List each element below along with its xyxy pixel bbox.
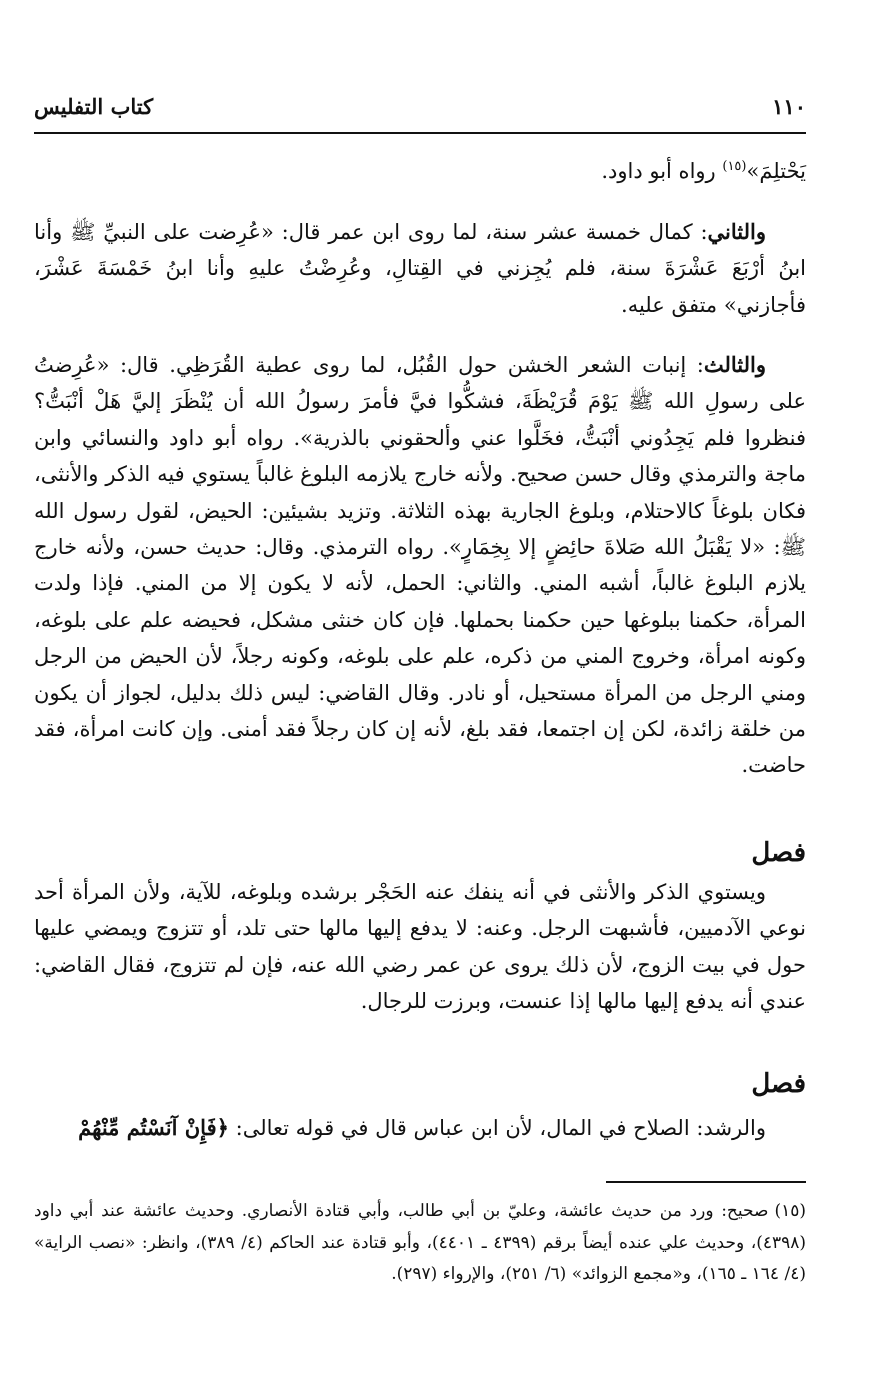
quran-quote: ﴿فَإِنْ آنَسْتُم مِّنْهُمْ	[78, 1115, 229, 1140]
footnote-divider	[606, 1181, 806, 1183]
intro-word: يَحْتلِمَ»	[746, 159, 806, 183]
section-heading-1: فصل	[751, 838, 806, 868]
header-divider	[34, 132, 806, 134]
third-label: والثالث	[703, 352, 766, 377]
section-2-text: والرشد: الصلاح في المال، لأن ابن عباس قال في قوله تعالى:	[228, 1116, 766, 1140]
page-header	[34, 92, 806, 128]
intro-rest: رواه أبو داود.	[601, 159, 723, 183]
page-number: ١١٠	[772, 94, 806, 119]
footnote-ref: (١٥)	[722, 159, 747, 174]
second-label: والثاني	[707, 219, 766, 244]
third-text: : إنبات الشعر الخشن حول القُبُل، لما روى عطية القُرَظِي. قال: «عُرِضتُ على رسولِ الله ﷺ يَوْمَ قُرَيْظَةَ، فشكُّوا فيَّ فأمرَ رسولُ الله أن يُنْظَرَ إليَّ هَلْ أنْبَتُّ؟ فنظروا فلم يَجِدُوني أنْبَتُّ، فخَلَّوا عني وألحقوني بالذرية». رواه أبو داود والنسائي وابن ماجة والترمذي وقال حسن صحيح. ولأنه خارج يلازمه البلوغ غالباً يستوي فيه الذكر والأنثى، فكان بلوغاً كالاحتلام، وبلوغ الجارية بهذه الثلاثة. وتزيد بشيئين: الحيض، لقول رسول الله ﷺ: «لا يَقْبَلُ الله صَلاةَ حائِضٍ إلا بِخِمَارٍ». رواه الترمذي. وقال: حديث حسن، ولأنه خارج يلازم البلوغ غالباً، أشبه المني. والثاني: الحمل، لأنه لا يكون إلا من المني. فإذا ولدت المرأة، حكمنا ببلوغها حين حكمنا بحملها. فإن كان خنثى مشكل، فحيضه علم على بلوغه، وكونه امرأة، وخروج المني من ذكره، علم على بلوغه، وكونه رجلاً، لأن الحيض من الرجل ومني الرجل من المرأة مستحيل، أو نادر. وقال القاضي: ليس ذلك بدليل، لجواز أن يكون من خلقة زائدة، لكن إن اجتمعا، فقد بلغ، لأنه إن كان رجلاً فقد أمنى. وإن كانت امرأة، فقد حاضت.	[34, 353, 806, 778]
section-1-body	[34, 874, 806, 1020]
footnote-number: (١٥)	[774, 1201, 806, 1221]
section-heading-2: فصل	[751, 1069, 806, 1099]
intro-line	[34, 149, 806, 189]
paragraph-third	[34, 347, 806, 784]
second-text: : كمال خمسة عشر سنة، لما روى ابن عمر قال: «عُرِضت على النبيِّ ﷺ وأنا ابنُ أرْبَعَ عَشْرَةَ سنة، فلم يُجِزني في القِتالِ، وعُرِضْتُ عليهِ وأنا ابنُ خَمْسَةَ عَشْرَ، فأجازني» متفق عليه.	[34, 220, 806, 317]
footnote	[34, 1196, 806, 1291]
section-2-body	[34, 1110, 806, 1146]
footnote-text: صحيح: ورد من حديث عائشة، وعليّ بن أبي طالب، وأبي قتادة الأنصاري. وحديث عائشة عند أبي داود (٤٣٩٨)، وحديث علي عنده أيضاً برقم (٤٣٩٩ ـ ٤٤٠١)، وأبو قتادة عند الحاكم (٤/ ٣٨٩)، وانظر: «نصب الراية» (٤/ ١٦٤ ـ ١٦٥)، و«مجمع الزوائد» (٦/ ٢٥١)، والإرواء (٢٩٧).	[34, 1201, 806, 1284]
section-1-text: ويستوي الذكر والأنثى في أنه ينفك عنه الحَجْر برشده وبلوغه، للآية، ولأن المرأة أحد نوعي الآدميين، فأشبهت الرجل. وعنه: لا يدفع إليها مالها حتى تلد، أو تتزوج ويمضي عليها حول في بيت الزوج، لأن ذلك يروى عن عمر رضي الله عنه، فإن لم تتزوج، فقال القاضي: عندي أنه يدفع إليها مالها إذا عنست، وبرزت للرجال.	[34, 880, 806, 1014]
intro-paragraph	[34, 149, 806, 189]
running-title: كتاب التفليس	[34, 94, 154, 119]
paragraph-second	[34, 214, 806, 323]
